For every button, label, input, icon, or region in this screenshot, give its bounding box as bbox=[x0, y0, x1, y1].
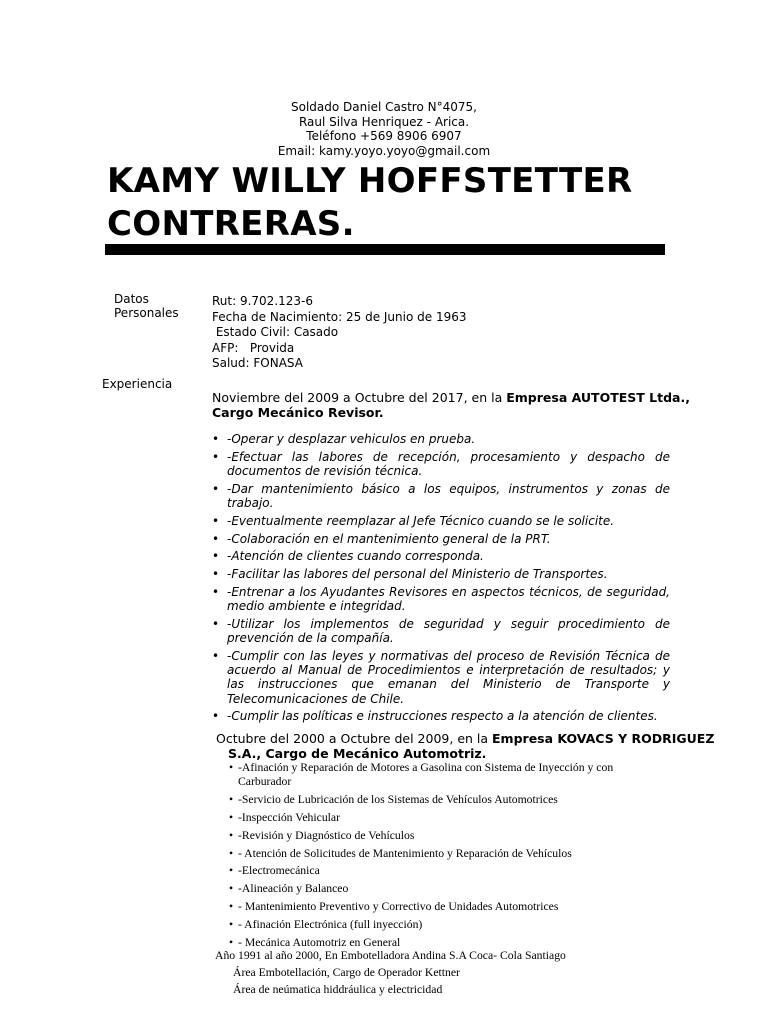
duty-item bbox=[212, 585, 670, 613]
duty-text: -Cumplir las políticas e instrucciones respecto a la atención de clientes. bbox=[227, 709, 658, 724]
duty-item bbox=[229, 761, 669, 789]
duty-item bbox=[212, 532, 670, 546]
duty-text: -Utilizar los implementos de seguridad y seguir procedimiento de prevención de la compañía. bbox=[227, 616, 670, 646]
bullet-icon: • bbox=[229, 810, 234, 824]
duty-text: - Mecánica Automotriz en General bbox=[238, 936, 401, 950]
job-1-period: Noviembre del 2009 a Octubre del 2017, en la bbox=[212, 390, 507, 405]
personal-section-label: Datos Personales bbox=[114, 292, 179, 320]
duty-item bbox=[229, 793, 669, 807]
duty-text: -Revisión y Diagnóstico de Vehículos bbox=[238, 828, 415, 842]
duty-text: -Colaboración en el mantenimiento general de la PRT. bbox=[227, 531, 551, 546]
duty-text: - Afinación Electrónica (full inyección) bbox=[238, 918, 423, 932]
bullet-icon: • bbox=[229, 792, 234, 806]
bullet-icon: • bbox=[212, 616, 220, 631]
duty-item bbox=[212, 549, 670, 563]
job-2-role: S.A., Cargo de Mecánico Automotriz. bbox=[228, 746, 487, 761]
phone-line: Teléfono +569 8906 6907 bbox=[306, 129, 462, 143]
duty-item bbox=[212, 514, 670, 528]
duty-text: - Atención de Solicitudes de Mantenimiento y Reparación de Vehículos bbox=[238, 846, 572, 860]
job-2-company: Empresa KOVACS Y RODRIGUEZ bbox=[492, 731, 715, 746]
duty-text: -Alineación y Balanceo bbox=[238, 882, 349, 896]
duty-text: -Atención de clientes cuando corresponda. bbox=[227, 549, 484, 564]
duty-text: -Operar y desplazar vehiculos en prueba. bbox=[227, 432, 476, 446]
job-1-duties bbox=[212, 432, 670, 727]
duty-text: -Entrenar a los Ayudantes Revisores en aspectos técnicos, de seguridad, medio ambiente e integridad. bbox=[227, 584, 670, 614]
bullet-icon: • bbox=[229, 882, 234, 896]
address-line-1: Soldado Daniel Castro N°4075, bbox=[291, 100, 477, 114]
personal-details bbox=[212, 294, 466, 372]
duty-text: -Servicio de Lubricación de los Sistemas de Vehículos Automotrices bbox=[238, 792, 558, 806]
duty-item bbox=[229, 847, 669, 861]
duty-text: -Inspección Vehicular bbox=[238, 810, 341, 824]
bullet-icon: • bbox=[212, 648, 220, 663]
bullet-icon: • bbox=[229, 918, 234, 932]
job-1-heading bbox=[212, 390, 690, 420]
job-2-period: Octubre del 2000 a Octubre del 2009, en la bbox=[216, 731, 493, 746]
bullet-icon: • bbox=[212, 513, 220, 528]
duty-item bbox=[229, 882, 669, 896]
contact-block bbox=[0, 100, 768, 158]
job-1-company: Empresa AUTOTEST Ltda., bbox=[506, 390, 690, 405]
duty-item bbox=[212, 450, 670, 478]
job-3-line-2: Área Embotellación, Cargo de Operador Kettner bbox=[233, 966, 460, 979]
job-3-line-3: Área de neúmatica hiddráulica y electricidad bbox=[233, 983, 443, 996]
duty-item bbox=[229, 936, 669, 950]
bullet-icon: • bbox=[212, 709, 220, 724]
candidate-name bbox=[107, 160, 707, 246]
duty-item bbox=[229, 864, 669, 878]
duty-text: -Efectuar las labores de recepción, procesamiento y despacho de documentos de revisión técnica. bbox=[227, 449, 670, 478]
duty-item bbox=[212, 432, 670, 446]
bullet-icon: • bbox=[212, 549, 220, 564]
duty-text: -Electromecánica bbox=[238, 864, 320, 878]
duty-item bbox=[229, 811, 669, 825]
job-2-heading bbox=[216, 731, 714, 761]
email-line: Email: kamy.yoyo.yoyo@gmail.com bbox=[277, 143, 491, 158]
address-line-2: Raul Silva Henriquez - Arica. bbox=[298, 114, 470, 129]
rut-line: Rut: 9.702.123-6 bbox=[212, 294, 314, 308]
duty-item bbox=[212, 482, 670, 510]
duty-item bbox=[229, 918, 669, 932]
bullet-icon: • bbox=[212, 584, 220, 599]
bullet-icon: • bbox=[212, 567, 220, 582]
duty-item bbox=[212, 617, 670, 645]
bullet-icon: • bbox=[212, 432, 220, 446]
bullet-icon: • bbox=[212, 481, 220, 496]
experience-section-label: Experiencia bbox=[102, 377, 173, 391]
bullet-icon: • bbox=[212, 531, 220, 546]
birth-date-line: Fecha de Nacimiento: 25 de Junio de 1963 bbox=[212, 309, 467, 324]
duty-text: -Eventualmente reemplazar al Jefe Técnico cuando se le solicite. bbox=[227, 513, 615, 528]
duty-text: -Dar mantenimiento básico a los equipos, instrumentos y zonas de trabajo. bbox=[227, 481, 670, 510]
bullet-icon: • bbox=[229, 761, 234, 774]
bullet-icon: • bbox=[229, 900, 234, 914]
health-line: Salud: FONASA bbox=[212, 356, 303, 370]
job-1-role: Cargo Mecánico Revisor. bbox=[212, 405, 384, 420]
afp-line: AFP: Provida bbox=[212, 340, 295, 355]
duty-item bbox=[212, 567, 670, 581]
bullet-icon: • bbox=[229, 846, 234, 860]
job-2-duties bbox=[229, 761, 669, 954]
civil-status-line: Estado Civil: Casado bbox=[212, 325, 339, 339]
bullet-icon: • bbox=[229, 828, 234, 842]
duty-text: -Cumplir con las leyes y normativas del proceso de Revisión Técnica de acuerdo al Manual de Procedimientos e interpretación de resultados; y las instrucciones que emanan del Ministerio de Transporte y Telecomunicaciones de Chile. bbox=[227, 648, 670, 706]
name-line-1: KAMY WILLY HOFFSTETTER bbox=[107, 161, 633, 201]
duty-text: - Mantenimiento Preventivo y Correctivo de Unidades Automotrices bbox=[238, 900, 559, 914]
bullet-icon: • bbox=[229, 936, 234, 950]
header-divider bbox=[105, 244, 665, 255]
job-3-line-1: Año 1991 al año 2000, En Embotelladora Andina S.A Coca- Cola Santiago bbox=[215, 949, 566, 962]
bullet-icon: • bbox=[212, 449, 220, 464]
name-line-2: CONTRERAS. bbox=[107, 204, 355, 244]
duty-text: -Afinación y Reparación de Motores a Gasolina con Sistema de Inyección y con Carburador bbox=[238, 761, 614, 788]
duty-item bbox=[212, 709, 670, 723]
duty-text: -Facilitar las labores del personal del Ministerio de Transportes. bbox=[227, 567, 608, 582]
duty-item bbox=[229, 829, 669, 843]
bullet-icon: • bbox=[229, 864, 234, 878]
duty-item bbox=[212, 649, 670, 706]
duty-item bbox=[229, 900, 669, 914]
